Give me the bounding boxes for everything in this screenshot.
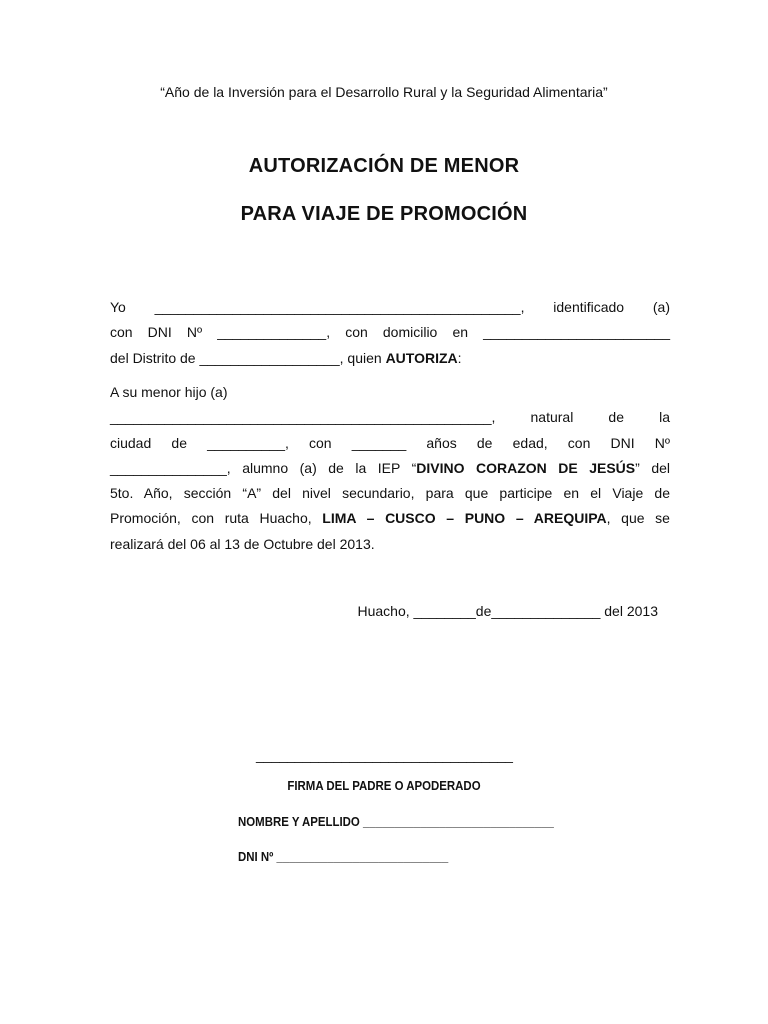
line-text: , que se — [606, 510, 670, 527]
paragraph-line — [110, 456, 670, 481]
route-text: LIMA – CUSCO – PUNO – AREQUIPA — [322, 510, 607, 527]
place-date-line: Huacho, ________de______________ del 2013 — [357, 603, 658, 619]
line-text: _______________, alumno (a) de la IEP “ — [110, 459, 417, 476]
paragraph-line — [110, 506, 670, 531]
paragraph-line: 5to. Año, sección “A” del nivel secundario, para que participe en el Viaje de — [110, 485, 670, 502]
signature-line: _________________________________ — [256, 747, 513, 763]
signature-caption: FIRMA DEL PADRE O APODERADO — [287, 778, 481, 793]
paragraph-line: _________________________________________________, natural de la — [110, 409, 670, 426]
paragraph-line — [110, 346, 670, 371]
line-text: Promoción, con ruta Huacho, — [110, 510, 323, 527]
school-name: DIVINO CORAZON DE JESÚS — [416, 459, 636, 476]
line-text: : — [457, 349, 462, 366]
authorizer-paragraph — [110, 295, 670, 371]
minor-paragraph — [110, 380, 670, 557]
dni-field: DNI Nº ___________________________ — [238, 849, 449, 864]
line-text: del Distrito de __________________, quien — [110, 349, 386, 366]
name-field: NOMBRE Y APELLIDO ______________________________ — [238, 814, 554, 829]
paragraph-line: ciudad de __________, con _______ años de edad, con DNI Nº — [110, 434, 670, 451]
document-subtitle: PARA VIAJE DE PROMOCIÓN — [240, 203, 528, 225]
paragraph-line: A su menor hijo (a) — [110, 384, 228, 400]
paragraph-line: Yo _______________________________________________, identificado (a) — [110, 299, 670, 315]
paragraph-line: realizará del 06 al 13 de Octubre del 2013. — [110, 535, 375, 552]
line-text: ” del — [635, 459, 670, 476]
document-title: AUTORIZACIÓN DE MENOR — [248, 155, 520, 177]
authorizes-keyword: AUTORIZA — [385, 349, 458, 366]
paragraph-line: con DNI Nº ______________, con domicilio en ________________________ — [110, 324, 670, 341]
year-motto: “Año de la Inversión para el Desarrollo Rural y la Seguridad Alimentaria” — [160, 84, 608, 100]
